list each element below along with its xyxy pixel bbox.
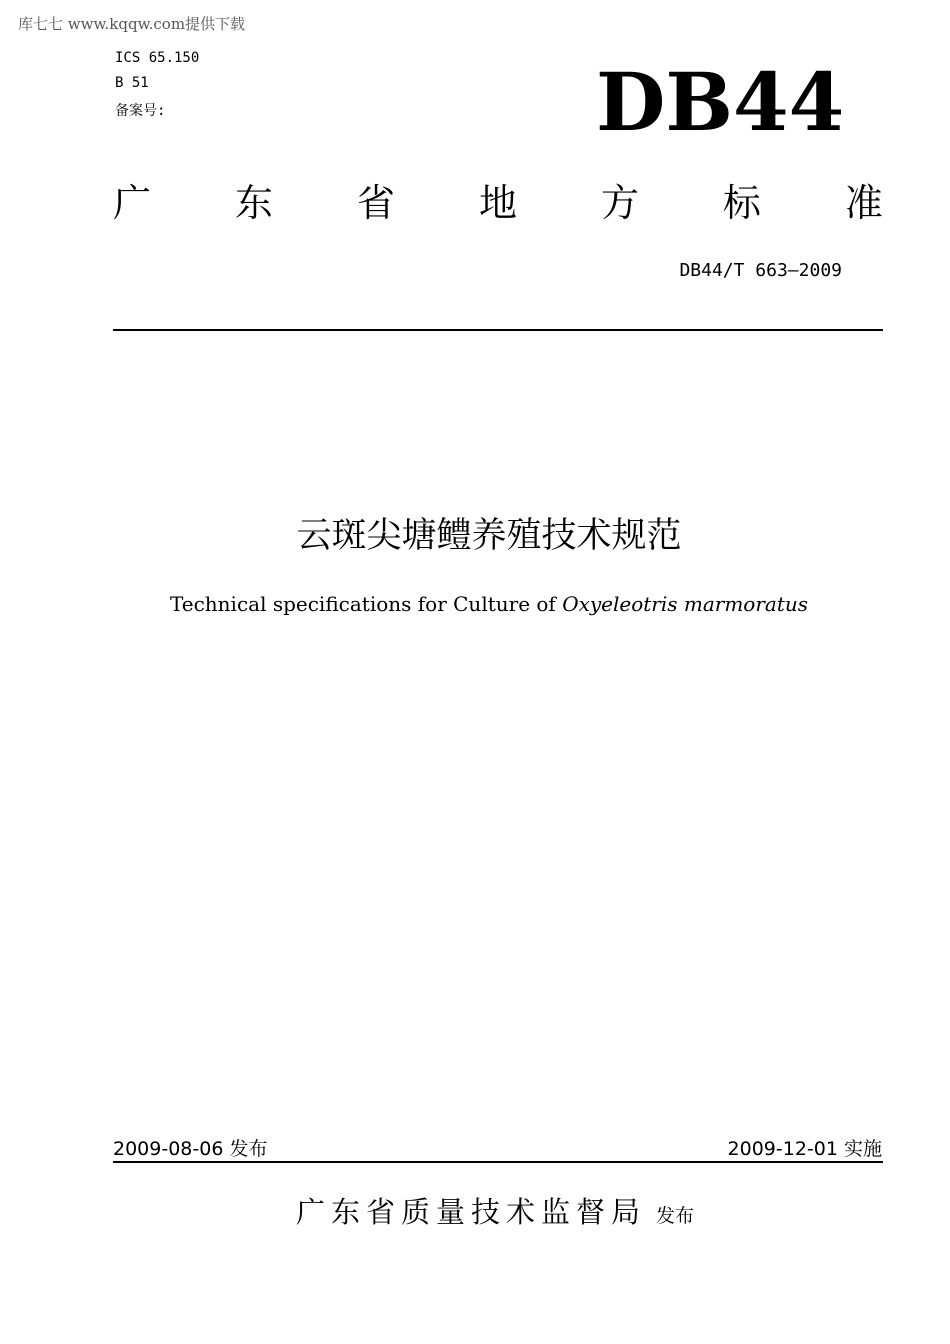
standard-type-char: 地 xyxy=(478,181,517,225)
title-english xyxy=(0,592,950,616)
issuer-suffix: 发布 xyxy=(656,1205,695,1227)
publish-date: 2009-08-06 发布 xyxy=(113,1138,268,1160)
standard-type-char: 省 xyxy=(356,181,395,225)
bottom-divider xyxy=(113,1161,883,1163)
title-english-prefix: Technical specifications for Culture of xyxy=(169,592,563,616)
implement-date: 2009-12-01 实施 xyxy=(727,1138,882,1160)
issuer-line xyxy=(0,1190,950,1231)
document-number: DB44/T 663—2009 xyxy=(679,260,842,281)
filing-number-label: 备案号: xyxy=(115,103,166,119)
standard-type-char: 东 xyxy=(234,181,273,225)
standard-type-char: 广 xyxy=(113,181,152,225)
top-divider xyxy=(113,329,883,331)
ccs-code: B 51 xyxy=(115,75,149,91)
standard-type-heading xyxy=(113,178,883,228)
watermark-text: 库七七 www.kqqw.com提供下载 xyxy=(18,15,246,33)
db44-logo: DB44 xyxy=(596,55,845,149)
standard-type-char: 方 xyxy=(600,181,639,225)
ics-code: ICS 65.150 xyxy=(115,50,200,66)
issuer-name: 广东省质量技术监督局 xyxy=(295,1195,646,1229)
standard-type-char: 标 xyxy=(722,181,761,225)
title-english-species: Oxyeleotris marmoratus xyxy=(562,592,809,616)
standard-type-char: 准 xyxy=(844,181,883,225)
title-chinese: 云斑尖塘鳢养殖技术规范 xyxy=(296,516,682,556)
